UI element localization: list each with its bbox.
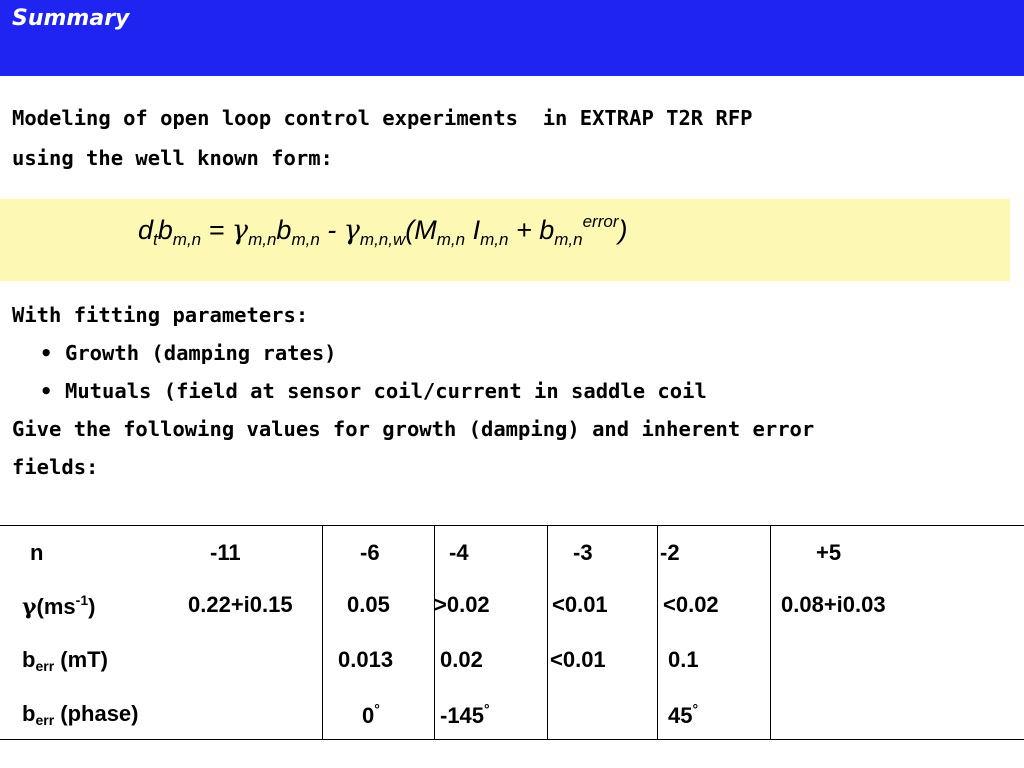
phase-value: -145 [440,703,485,728]
table-cell [440,701,490,729]
eq-m: (M [405,215,437,245]
table-bottom-rule [0,739,1024,740]
intro-line-2: using the well known form: [12,146,333,170]
table-cell [668,701,698,729]
table-divider [322,525,323,740]
eq-b1: b [157,215,173,245]
table-cell: <0.02 [663,592,719,617]
berr-sub: err [35,658,55,674]
eq-d: d [138,215,154,245]
gamma-unit: (ms [36,594,76,619]
table-cell: 0.22+i0.15 [188,592,293,617]
intro-line-1: Modeling of open loop control experiments in EXTRAP T2R RFP [12,106,753,130]
params-line-3: Give the following values for growth (damping) and inherent error [12,417,815,441]
eq-gamma2-sub: m,n,w [359,230,406,249]
gamma-symbol: γ [22,594,37,620]
degree-mark: ° [484,701,490,717]
table-cell: <0.01 [552,592,608,617]
phase-value: 45 [668,703,693,728]
bullet-item [12,334,1012,372]
berr-b: b [22,647,36,672]
table-divider [770,525,771,740]
berr-sub: err [35,712,55,728]
berr-b: b [22,701,36,726]
table-cell: 0.1 [668,647,699,672]
berr-mt-unit: (mT) [54,647,108,672]
table-cell: 0.02 [440,647,483,672]
table-cell: <0.01 [550,647,606,672]
bullet-item [12,372,1012,410]
col-header: -3 [573,540,593,565]
eq-b3-sub: m,n [554,230,583,249]
col-header: -11 [210,540,241,565]
bullet-text: Growth (damping rates) [65,341,337,365]
params-heading: With fitting parameters: [12,303,309,327]
col-header-n: n [30,540,44,565]
bullet-icon: • [40,341,53,365]
gamma-unit-sup: -1 [75,592,89,608]
params-line-4: fields: [12,455,99,479]
degree-mark: ° [692,701,699,717]
bullet-icon: • [40,379,53,403]
eq-close: ) [618,215,628,245]
intro-text [12,98,1002,178]
eq-gamma1-sub: m,n [248,230,277,249]
eq-b3-sup: error [582,212,619,231]
table-cell: 0.013 [338,647,394,672]
row-label-gamma [22,592,95,620]
eq-i-sub: m,n [480,230,509,249]
eq-b1-sub: m,n [172,230,202,249]
equation [138,212,628,250]
fitting-parameters [12,296,1012,486]
table-top-rule [0,525,1024,526]
table-divider [434,525,435,740]
eq-equals: = [201,215,232,245]
table-divider [657,525,658,740]
eq-i: I [465,215,481,245]
eq-gamma2: γ [343,215,360,246]
row-label-berr-phase [22,701,139,728]
col-header: -6 [360,540,380,565]
table-cell: >0.02 [434,592,490,617]
col-header: -4 [449,540,469,565]
eq-m-sub: m,n [436,230,466,249]
eq-b2: b [276,215,292,245]
table-divider [547,525,548,740]
eq-d-sub: t [153,230,158,249]
berr-phase-unit: (phase) [54,701,139,726]
gamma-unit-close: ) [88,594,96,619]
table-cell: 0.08+i0.03 [781,592,886,617]
slide-title: Summary [12,6,130,31]
phase-value: 0 [362,703,375,728]
title-bar [0,0,1024,76]
degree-mark: ° [374,701,380,717]
col-header: +5 [816,540,842,565]
table-cell: 0.05 [347,592,390,617]
eq-minus: - [319,215,344,245]
eq-plus-b: + b [508,215,555,245]
bullet-text: Mutuals (field at sensor coil/current in saddle coil [65,379,707,403]
col-header: -2 [660,540,680,565]
results-table [0,525,1024,740]
table-cell [362,701,380,729]
eq-b2-sub: m,n [291,230,320,249]
row-label-berr-mt [22,647,108,674]
eq-gamma1: γ [231,215,249,246]
